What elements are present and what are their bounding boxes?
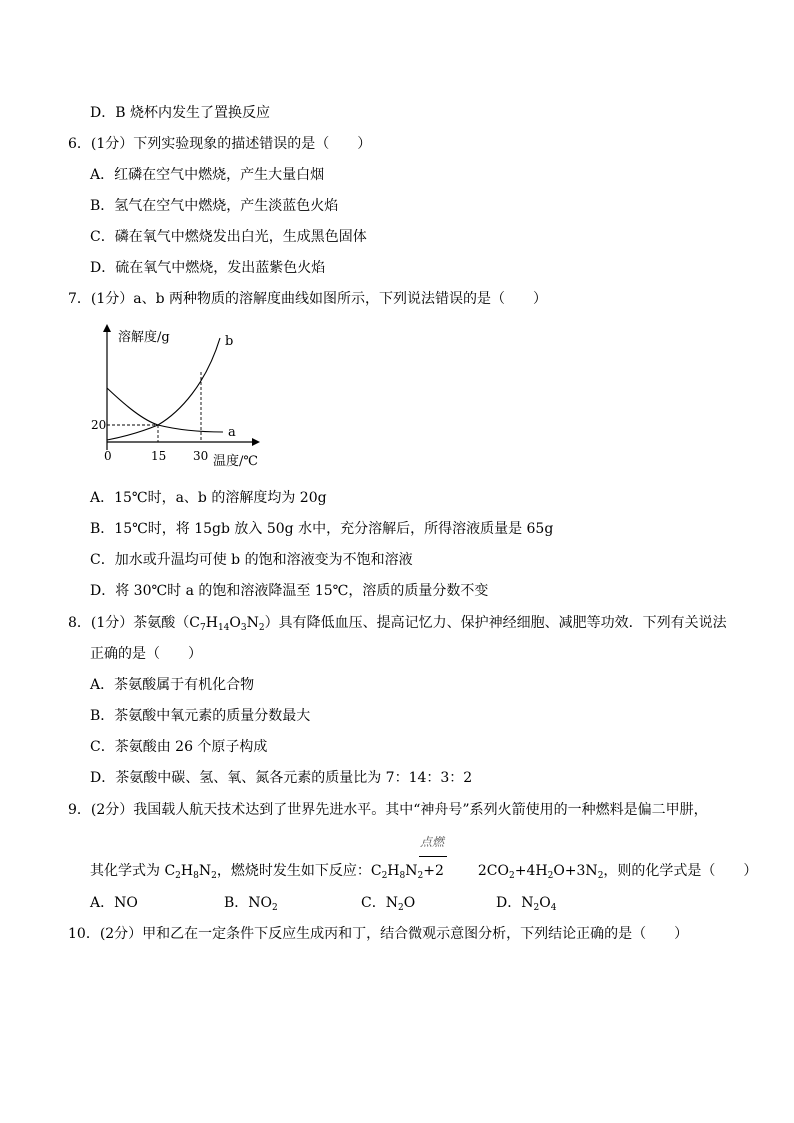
series-label-a: a (228, 425, 236, 440)
q8-stem: 8．(1分）茶氨酸$(C_7H_{14}O_3N_2)$具有降低血压、提高记忆力、保护神经细胞、减肥等功效．下列有关说法 (68, 615, 727, 633)
reaction-condition: 点燃 (420, 835, 445, 849)
q9-option-c: C．$N_2O$ (361, 895, 416, 913)
x-axis-arrow (252, 438, 260, 446)
q7-option-b: B．15℃时，将 15gb 放入 50g 水中，充分溶解后，所得溶液质量是 65g (90, 521, 554, 537)
solubility-chart (88, 322, 268, 472)
q5-option-d: D．B 烧杯内发生了置换反应 (90, 105, 270, 121)
q9-option-b: B．$NO_2$ (224, 895, 278, 913)
q9-option-a: A．NO (90, 895, 138, 911)
q9-equation-line: 其化学式为 $C_2H_8N_2$，燃烧时发生如下反应：$C_2H_8N_2+2$ $2CO_2+4H_2O+3N_2$，则的化学式是（ ） (90, 863, 758, 881)
q6-option-a: A．红磷在空气中燃烧，产生大量白烟 (90, 167, 325, 183)
reaction-arrow-bar (419, 856, 447, 857)
q8-option-a: A．茶氨酸属于有机化合物 (90, 677, 255, 693)
q7-option-c: C．加水或升温均可使 b 的饱和溶液变为不饱和溶液 (90, 552, 413, 568)
q7-stem: 7．(1分）a、b 两种物质的溶解度曲线如图所示，下列说法错误的是（ ） (68, 291, 548, 307)
y-tick-20: 20 (91, 418, 107, 432)
q9-option-d: D．$N_2O_4$ (496, 895, 557, 913)
y-axis-label: 溶解度/g (118, 330, 170, 345)
q8-option-b: B．茶氨酸中氧元素的质量分数最大 (90, 708, 311, 724)
q8-stem-cont: 正确的是（ ） (90, 646, 202, 662)
q6-option-c: C．磷在氧气中燃烧发出白光，生成黑色固体 (90, 229, 367, 245)
q8-option-c: C．茶氨酸由 26 个原子构成 (90, 739, 268, 755)
x-axis-label: 温度/℃ (213, 454, 258, 469)
x-tick-30: 30 (193, 449, 209, 463)
q9-options (90, 894, 556, 912)
q6-option-d: D．硫在氧气中燃烧，发出蓝紫色火焰 (90, 260, 326, 276)
x-tick-15: 15 (151, 449, 167, 463)
q7-option-a: A．15℃时，a、b 的溶解度均为 20g (90, 490, 327, 506)
series-label-b: b (225, 334, 234, 349)
q10-stem: 10．(2分）甲和乙在一定条件下反应生成丙和丁，结合微观示意图分析，下列结论正确的是（ ） (68, 926, 689, 942)
q9-stem: 9．(2分）我国载人航天技术达到了世界先进水平。其中“神舟号”系列火箭使用的一种燃料是偏二甲肼， (68, 802, 708, 818)
y-axis-arrow (103, 324, 111, 332)
x-tick-0: 0 (104, 449, 112, 463)
q6-option-b: B．氢气在空气中燃烧，产生淡蓝色火焰 (90, 198, 339, 214)
q7-option-d: D．将 30℃时 a 的饱和溶液降温至 15℃，溶质的质量分数不变 (90, 583, 489, 599)
q6-stem: 6．(1分）下列实验现象的描述错误的是（ ） (68, 136, 372, 152)
q8-option-d: D．茶氨酸中碳、氢、氧、氮各元素的质量比为 7：14：3：2 (90, 770, 473, 786)
